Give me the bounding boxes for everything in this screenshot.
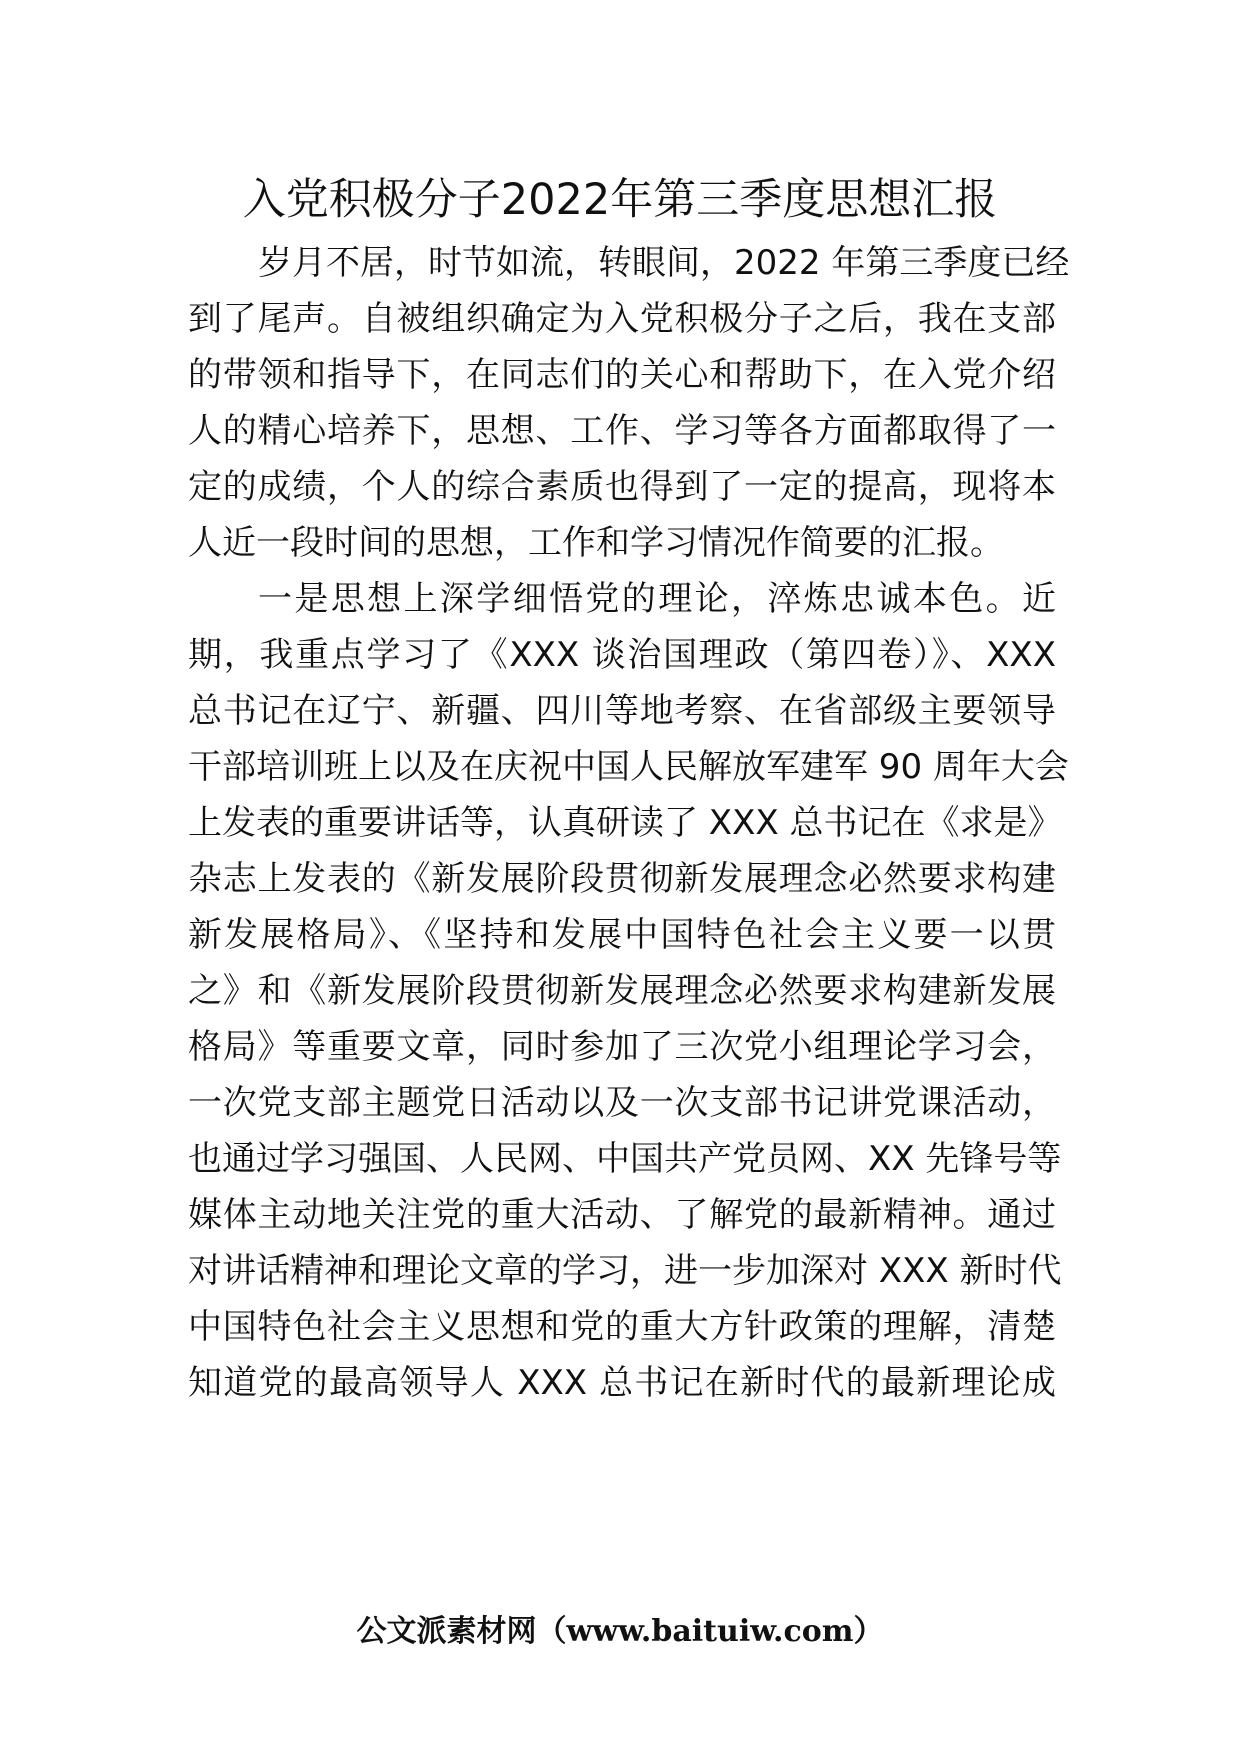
paragraph-line: 媒体主动地关注党的重大活动、了解党的最新精神。通过	[188, 1195, 1056, 1235]
paragraph-line: 中国特色社会主义思想和党的重大方针政策的理解，清楚	[188, 1307, 1056, 1347]
paragraph-line: 新发展格局》、《坚持和发展中国特色社会主义要一以贯	[188, 915, 1056, 955]
paragraph-line: 一次党支部主题党日活动以及一次支部书记讲党课活动，	[188, 1083, 1056, 1123]
paragraph-line: 知道党的最高领导人 XXX 总书记在新时代的最新理论成	[188, 1363, 1056, 1403]
paragraph-line: 一是思想上深学细悟党的理论，淬炼忠诚本色。近	[258, 579, 1056, 619]
footer-watermark: 公文派素材网（www.baituiw.com）	[356, 1614, 884, 1649]
paragraph-line: 对讲话精神和理论文章的学习，进一步加深对 XXX 新时代	[188, 1251, 1062, 1291]
paragraph-line: 岁月不居，时节如流，转眼间，2022 年第三季度已经	[258, 243, 1070, 283]
paragraph-line: 到了尾声。自被组织确定为入党积极分子之后，我在支部	[188, 299, 1056, 339]
paragraph-line: 人近一段时间的思想，工作和学习情况作简要的汇报。	[188, 523, 1004, 563]
paragraph-line: 杂志上发表的《新发展阶段贯彻新发展理念必然要求构建	[188, 859, 1056, 899]
paragraph-line: 期，我重点学习了《XXX 谈治国理政（第四卷）》、XXX	[188, 635, 1056, 675]
paragraph-line: 上发表的重要讲话等，认真研读了 XXX 总书记在《求是》	[188, 803, 1062, 843]
document-title: 入党积极分子2022年第三季度思想汇报	[242, 175, 998, 225]
paragraph-line: 干部培训班上以及在庆祝中国人民解放军建军 90 周年大会	[188, 747, 1069, 787]
paragraph-line: 格局》等重要文章，同时参加了三次党小组理论学习会，	[188, 1027, 1056, 1067]
paragraph-line: 也通过学习强国、人民网、中国共产党员网、XX 先锋号等	[188, 1139, 1062, 1179]
paragraph-line: 之》和《新发展阶段贯彻新发展理念必然要求构建新发展	[188, 971, 1056, 1011]
paragraph-line: 总书记在辽宁、新疆、四川等地考察、在省部级主要领导	[188, 691, 1056, 731]
paragraph-line: 的带领和指导下，在同志们的关心和帮助下，在入党介绍	[188, 355, 1056, 395]
paragraph-line: 定的成绩，个人的综合素质也得到了一定的提高，现将本	[188, 467, 1056, 507]
paragraph-line: 人的精心培养下，思想、工作、学习等各方面都取得了一	[188, 411, 1056, 451]
